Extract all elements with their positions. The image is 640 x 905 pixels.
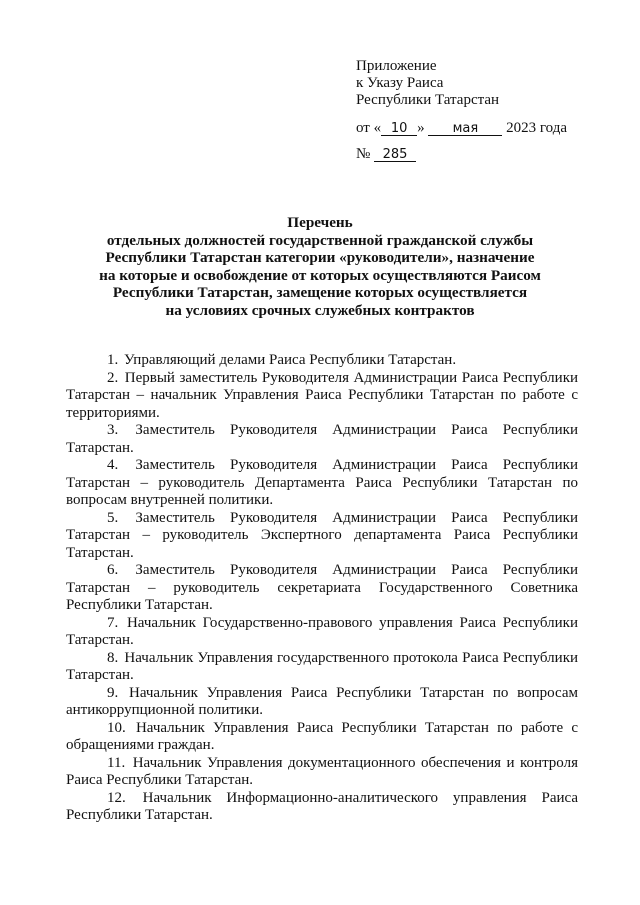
date-prefix: от «	[356, 120, 382, 136]
item-text: Заместитель Руководителя Администрации Раиса Республики Татарстан – руководитель секретариата Государственного Советника Республики Татарстан.	[66, 562, 579, 613]
item-text: Заместитель Руководителя Администрации Раиса Республики Татарстан – руководитель Экспертного департамента Раиса Республики Татарстан.	[66, 509, 579, 561]
item-number: 10.	[107, 719, 126, 736]
title-line: Перечень	[287, 214, 353, 231]
item-text: Заместитель Руководителя Администрации Раиса Республики Татарстан – руководитель Департамента Раиса Республики Татарстан по вопросам внутренней политики.	[66, 457, 579, 508]
list-item	[66, 790, 578, 825]
item-number: 2.	[107, 369, 119, 386]
item-text: Начальник Управления государственного протокола Раиса Республики Татарстан.	[66, 649, 579, 683]
item-number: 1.	[107, 352, 119, 368]
appendix-block	[356, 58, 499, 109]
title-line: на которые и освобождение от которых осуществляются Раисом	[99, 266, 541, 284]
item-number: 8.	[107, 649, 119, 666]
item-text: Первый заместитель Руководителя Администрации Раиса Республики Татарстан – начальник Управления Раиса Республики Татарстан по работе с территориями.	[66, 369, 579, 421]
item-text: Заместитель Руководителя Администрации Раиса Республики Татарстан.	[66, 422, 579, 456]
list-item	[66, 457, 578, 510]
item-number: 9.	[107, 684, 119, 701]
title-line: отдельных должностей государственной гражданской службы	[106, 231, 534, 249]
item-number: 4.	[107, 457, 119, 473]
item-number: 11.	[107, 754, 126, 771]
item-text: Начальник Информационно-аналитического управления Раиса Республики Татарстан.	[66, 789, 578, 823]
list-item	[66, 370, 578, 423]
item-text: Управляющий делами Раиса Республики Татарстан.	[124, 352, 457, 368]
list-item	[66, 510, 578, 563]
date-month: мая	[428, 122, 502, 136]
date-day: 10	[381, 122, 417, 136]
item-text: Начальник Управления документационного обеспечения и контроля Раиса Республики Татарстан.	[66, 754, 578, 788]
list-item	[66, 615, 578, 650]
appendix-line: Приложение	[356, 58, 437, 74]
item-text: Начальник Управления Раиса Республики Татарстан по работе с обращениями граждан.	[66, 719, 578, 753]
date-year: 2023 года	[506, 120, 567, 136]
item-text: Начальник Управления Раиса Республики Татарстан по вопросам антикоррупционной политики.	[66, 684, 579, 718]
positions-list	[66, 352, 578, 825]
title-line: на условиях срочных служебных контрактов	[165, 301, 475, 319]
decree-number	[356, 146, 416, 163]
list-item	[66, 720, 578, 755]
date-quote: »	[417, 120, 425, 136]
list-item	[66, 685, 578, 720]
number-prefix: №	[356, 146, 371, 162]
document-title	[60, 214, 580, 319]
list-item	[66, 562, 578, 615]
item-number: 7.	[107, 614, 119, 631]
list-item	[66, 352, 578, 370]
appendix-line: Республики Татарстан	[356, 92, 500, 108]
item-number: 6.	[107, 562, 119, 578]
item-number: 12.	[107, 789, 126, 806]
title-line: Республики Татарстан категории «руководители», назначение	[105, 249, 535, 266]
list-item	[66, 650, 578, 685]
list-item	[66, 422, 578, 457]
item-number: 3.	[107, 422, 119, 438]
item-number: 5.	[107, 509, 119, 526]
list-item	[66, 755, 578, 790]
item-text: Начальник Государственно-правового управления Раиса Республики Татарстан.	[66, 614, 578, 648]
title-line: Республики Татарстан, замещение которых осуществляется	[112, 284, 528, 301]
decree-date	[356, 120, 567, 137]
appendix-line: к Указу Раиса	[356, 75, 444, 91]
number-value: 285	[374, 148, 416, 162]
